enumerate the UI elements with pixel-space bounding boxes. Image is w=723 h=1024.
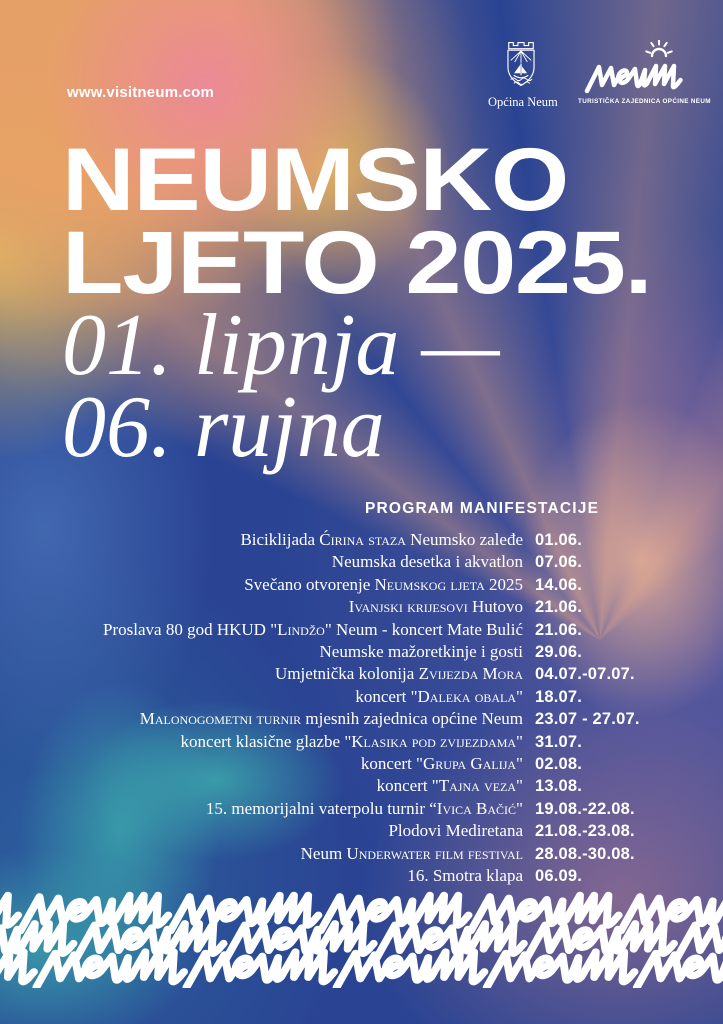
date-range [62, 297, 500, 476]
events-list [56, 529, 706, 888]
title-line-2: LJETO 2025. [62, 212, 652, 312]
event-date: 01.06. [535, 531, 583, 549]
event-date: 23.07 - 27.07. [535, 710, 640, 729]
event-row [56, 731, 706, 753]
municipality-crest-icon [498, 36, 544, 92]
municipality-logo [488, 36, 558, 110]
event-date: 07.06. [535, 553, 583, 572]
tourist-board-logo [578, 40, 711, 105]
event-name: Biciklijada Ćirina staza Neumsko zaleđe [240, 530, 523, 549]
event-date: 29.06. [535, 643, 583, 662]
municipality-logo-label: Općina Neum [488, 95, 558, 109]
event-row [56, 775, 706, 797]
event-name: Ivanjski krijesovi Hutovo [348, 597, 523, 617]
event-date: 28.08.-30.08. [535, 844, 635, 863]
event-date: 21.08.-23.08. [535, 822, 635, 841]
event-row [56, 798, 706, 820]
event-date: 18.07. [535, 687, 583, 706]
event-row [56, 820, 706, 842]
event-date: 21.06. [535, 620, 583, 639]
event-name: koncert "Tajna veza" [376, 776, 523, 796]
event-row [56, 843, 706, 865]
event-row [56, 596, 706, 618]
event-row [56, 529, 706, 551]
event-name: 16. Smotra klapa [407, 866, 523, 886]
event-row [56, 551, 706, 573]
title-line-1: NEUMSKO [62, 129, 569, 229]
date-range-line-1: 01. lipnja — [62, 297, 500, 394]
event-name: Umjetnička kolonija Zvijezda Mora [275, 664, 523, 684]
poster-title [62, 129, 652, 312]
sun-icon [646, 41, 671, 57]
event-name: koncert klasične glazbe "Klasika pod zvijezdama" [180, 731, 523, 751]
date-range-line-2: 06. rujna [62, 379, 385, 476]
neum-wordmark-icon [581, 40, 691, 96]
event-name: Plodovi Mediretana [388, 821, 523, 841]
event-row [56, 641, 706, 663]
event-name: Neum Underwater film festival [300, 843, 523, 863]
neum-script-pattern [0, 884, 723, 988]
event-name: koncert "Grupa Galija" [360, 754, 523, 774]
event-name: Malonogometni turnir mjesnih zajednica općine Neum [139, 709, 523, 729]
event-name: Neumska desetka i akvatlon [331, 552, 523, 572]
event-date: 13.08. [535, 777, 583, 796]
event-date: 31.07. [535, 732, 583, 751]
event-row [56, 686, 706, 708]
event-name: Proslava 80 god HKUD "Lindžo" Neum - koncert Mate Bulić [103, 619, 523, 639]
event-name: Neumske mažoretkinje i gosti [319, 642, 523, 662]
event-name: koncert "Daleka obala" [355, 686, 523, 706]
event-date: 14.06. [535, 575, 583, 594]
tourist-board-caption: TURISTIČKA ZAJEDNICA OPĆINE NEUM [578, 98, 711, 105]
event-name: 15. memorijalni vaterpolu turnir “Ivica Bačić" [205, 798, 523, 818]
event-name: Svečano otvorenje Neumskog ljeta 2025 [244, 574, 523, 594]
event-date: 04.07.-07.07. [535, 665, 635, 684]
event-date: 19.08.-22.08. [535, 799, 635, 818]
event-row [56, 708, 706, 730]
event-row [56, 574, 706, 596]
event-row [56, 663, 706, 685]
website-url: www.visitneum.com [67, 84, 215, 101]
event-date: 06.09. [535, 867, 583, 886]
event-row [56, 753, 706, 775]
event-row [56, 619, 706, 641]
program-heading: PROGRAM MANIFESTACIJE [365, 500, 600, 517]
event-date: 02.08. [535, 755, 583, 774]
event-date: 21.06. [535, 598, 583, 617]
